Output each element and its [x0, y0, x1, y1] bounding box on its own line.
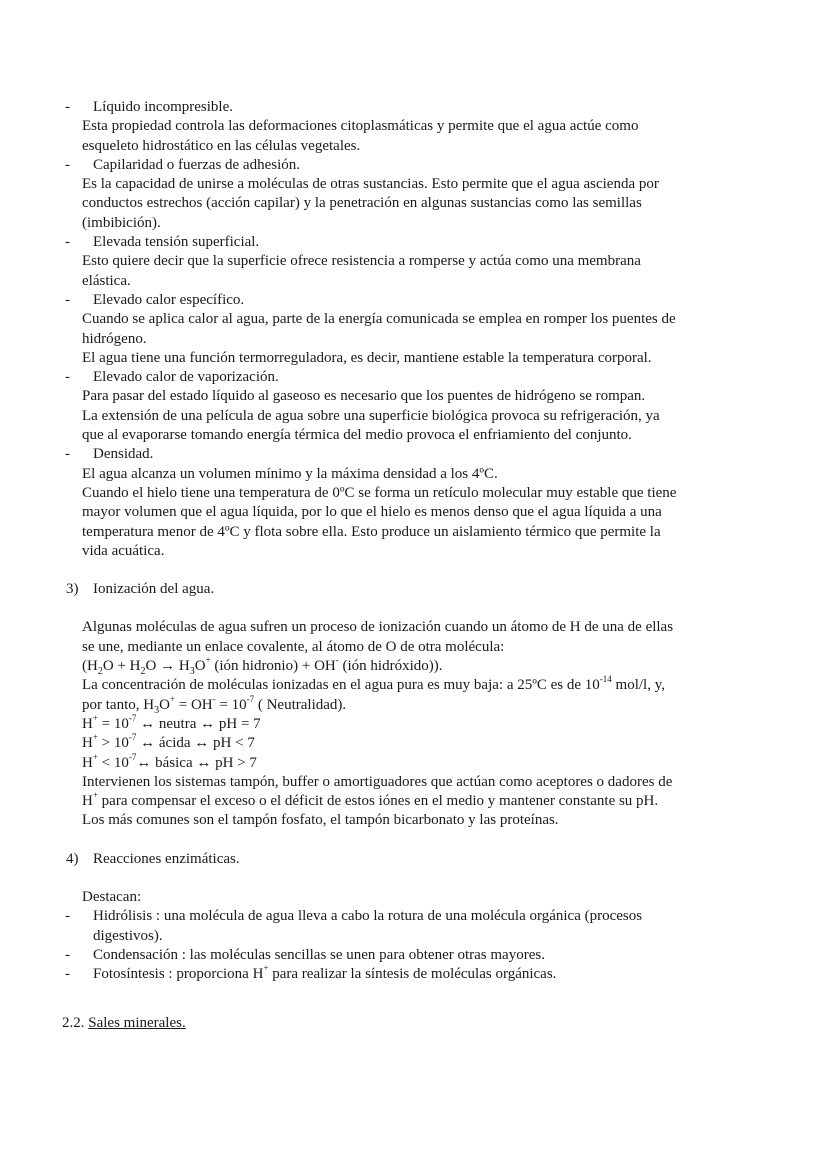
property-heading: - Elevado calor específico. [62, 291, 762, 310]
property-text: El agua tiene una función termorreguladora, es decir, mantiene estable la temperatura corporal. [82, 349, 652, 366]
subsection-heading [62, 1014, 762, 1033]
reaction-item: - Fotosíntesis : proporciona H+ para realizar la síntesis de moléculas orgánicas. [62, 965, 762, 984]
property-heading: - Capilaridad o fuerzas de adhesión. [62, 156, 762, 175]
ph-rule-basic: $H^+ < 10^{-7}\leftrightarrow$ básica ↔ pH > 7 [82, 751, 257, 771]
property-text: Esto quiere decir que la superficie ofrece resistencia a romperse y actúa como una membrana [82, 253, 641, 270]
property-text: La extensión de una película de agua sobre una superficie biológica provoca su refrigeración, ya [82, 407, 660, 424]
paragraph-line: Intervienen los sistemas tampón, buffer o amortiguadores que actúan como aceptores o dadores de [82, 773, 673, 790]
property-text: hidrógeno. [82, 330, 147, 347]
property-text: Esta propiedad controla las deformaciones citoplasmáticas y permite que el agua actúe como [82, 118, 639, 135]
property-heading: - Elevada tensión superficial. [62, 233, 762, 252]
property-text: que al evaporarse tomando energía térmica del medio provoca el enfriamiento del conjunto. [82, 427, 632, 444]
section-title: Reacciones enzimáticas. [93, 850, 240, 867]
ionization-equation: ($H_2O + H_2O \to H_3O^+$ (ión hidronio) + OH- (ión hidróxido)). [82, 655, 443, 678]
property-item [62, 98, 762, 156]
property-text: temperatura menor de 4ºC y flota sobre ella. Esto produce un aislamiento térmico que permite la [82, 523, 661, 540]
section-title: Ionización del agua. [93, 581, 215, 598]
document-body [62, 98, 762, 1034]
property-text: (imbibición). [82, 214, 161, 231]
property-text: esqueleto hidrostático en las células vegetales. [82, 137, 361, 154]
property-text: vida acuática. [82, 542, 165, 559]
paragraph-line: Destacan: [82, 888, 142, 905]
subsection-number: 2.2. [62, 1015, 85, 1032]
property-text: Es la capacidad de unirse a moléculas de otras sustancias. Esto permite que el agua ascienda por [82, 176, 659, 193]
paragraph-line: H+ para compensar el exceso o el déficit de estos iónes en el medio y mantener constante su pH. [82, 790, 659, 810]
section-heading [62, 580, 762, 599]
section-reacciones [62, 850, 762, 985]
property-text: Para pasar del estado líquido al gaseoso es necesario que los puentes de hidrógeno se rompan. [82, 388, 646, 405]
subsection-title: Sales minerales. [88, 1015, 186, 1032]
property-text: El agua alcanza un volumen mínimo y la máxima densidad a los 4ºC. [82, 465, 498, 482]
property-text: Cuando se aplica calor al agua, parte de la energía comunicada se emplea en romper los puentes de [82, 311, 676, 328]
paragraph-line: por tanto, $H_3O^+ = OH^- = 10^{-7}$ ( Neutralidad). [82, 693, 347, 716]
paragraph-line: La concentración de moléculas ionizadas en el agua pura es muy baja: a 25ºC es de $10^{-14}$ mol/l, y, [82, 674, 665, 694]
property-item [62, 368, 762, 445]
property-text: mayor volumen que el agua líquida, por lo que el hielo es menos denso que el agua líquida a una [82, 504, 662, 521]
property-text: elástica. [82, 272, 131, 289]
reaction-item: - Condensación : las moléculas sencillas se unen para obtener otras mayores. [62, 946, 762, 965]
section-number: 3) [66, 581, 79, 598]
paragraph-line: Los más comunes son el tampón fosfato, el tampón bicarbonato y las proteínas. [82, 812, 559, 829]
ph-rule-neutral: $H^+ = 10^{-7}$ ↔ neutra ↔ pH = 7 [82, 712, 261, 732]
reaction-item: - Hidrólisis : una molécula de agua lleva a cabo la rotura de una molécula orgánica (procesos digestivos). [62, 907, 762, 946]
property-heading: - Densidad. [62, 445, 762, 464]
property-item [62, 445, 762, 561]
property-text: Cuando el hielo tiene una temperatura de 0ºC se forma un retículo molecular muy estable que tiene [82, 484, 677, 501]
property-heading: - Líquido incompresible. [62, 98, 762, 117]
property-item [62, 233, 762, 291]
property-heading: - Elevado calor de vaporización. [62, 368, 762, 387]
section-ionizacion [62, 580, 762, 831]
paragraph-line: se une, mediante un enlace covalente, al átomo de O de otra molécula: [82, 638, 505, 655]
property-item [62, 156, 762, 233]
paragraph-line: Algunas moléculas de agua sufren un proceso de ionización cuando un átomo de H de una de ellas [82, 619, 674, 636]
property-text: conductos estrechos (acción capilar) y la penetración en algunas sustancias como las semillas [82, 195, 642, 212]
section-heading [62, 850, 762, 869]
ph-rule-acid: $H^+ > 10^{-7}$ ↔ ácida ↔ pH < 7 [82, 732, 255, 752]
section-number: 4) [66, 850, 79, 867]
property-item [62, 291, 762, 368]
properties-list [62, 98, 762, 561]
